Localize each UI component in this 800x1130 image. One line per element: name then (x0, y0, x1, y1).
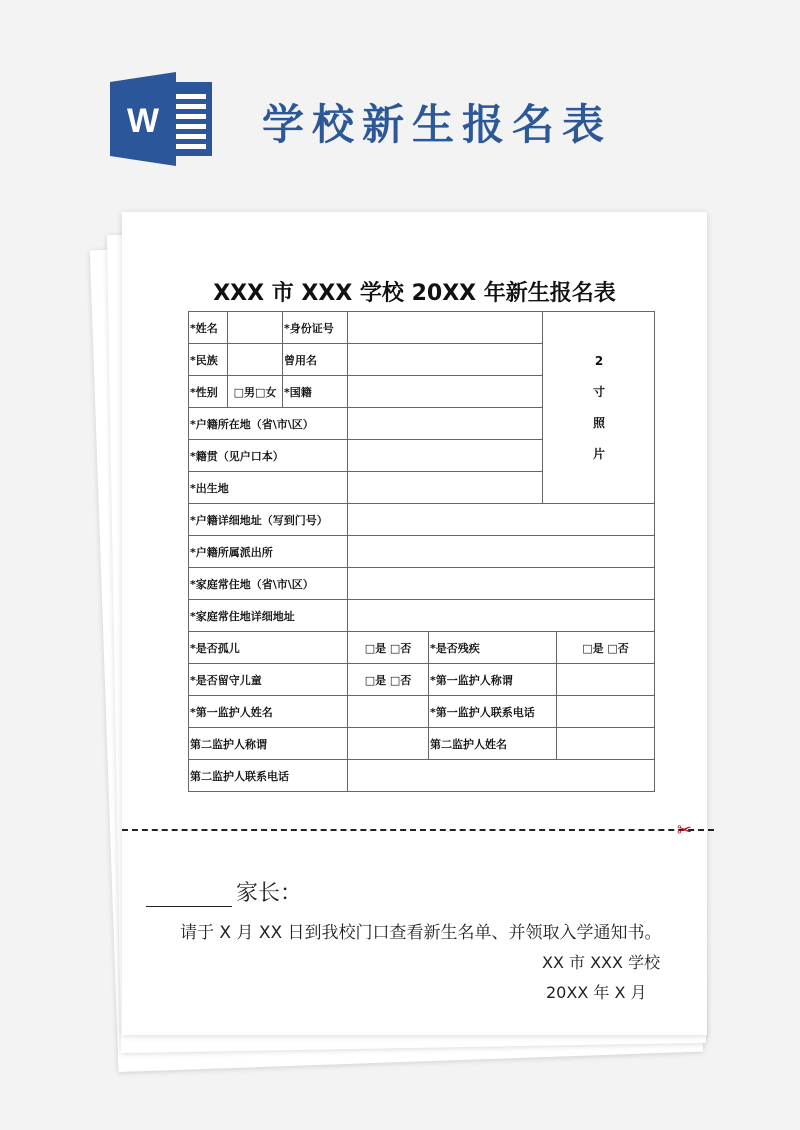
notice-salutation (146, 876, 302, 907)
home-location-field[interactable] (348, 568, 655, 600)
table-row (189, 536, 655, 568)
table-row (189, 760, 655, 792)
label-gender: *性别 (189, 376, 228, 408)
g2-phone-field[interactable] (348, 760, 655, 792)
label-disabled: *是否残疾 (429, 632, 557, 664)
gender-checkboxes[interactable]: □男□女 (228, 376, 283, 408)
photo-text: 2 (594, 353, 604, 368)
notice-date: 20XX 年 X 月 (546, 983, 647, 1002)
label-g1-name: *第一监护人姓名 (189, 696, 348, 728)
label-police-station: *户籍所属派出所 (189, 536, 348, 568)
label-g2-name: 第二监护人姓名 (429, 728, 557, 760)
notice-body: 请于 X 月 XX 日到我校门口查看新生名单、并领取入学通知书。 (180, 923, 662, 943)
document-page (122, 212, 707, 1035)
label-home-location: *家庭常住地（省\市\区） (189, 568, 348, 600)
left-behind-checkboxes[interactable]: □是 □否 (348, 664, 429, 696)
table-row (189, 664, 655, 696)
hukou-address-field[interactable] (348, 504, 655, 536)
label-name: *姓名 (189, 312, 228, 344)
label-home-address: *家庭常住地详细地址 (189, 600, 348, 632)
label-g2-relation: 第二监护人称谓 (189, 728, 348, 760)
id-number-field[interactable] (348, 312, 543, 344)
salutation-text: 家长： (236, 881, 303, 906)
table-row (189, 696, 655, 728)
home-address-field[interactable] (348, 600, 655, 632)
label-g1-phone: *第一监护人联系电话 (429, 696, 557, 728)
nationality-field[interactable] (348, 376, 543, 408)
former-name-field[interactable] (348, 344, 543, 376)
g1-phone-field[interactable] (557, 696, 655, 728)
label-former-name: 曾用名 (283, 344, 348, 376)
photo-text: 照 (593, 415, 606, 430)
name-field[interactable] (228, 312, 283, 344)
cut-line (122, 829, 714, 831)
svg-text:W: W (126, 102, 160, 140)
label-g1-relation: *第一监护人称谓 (429, 664, 557, 696)
ethnicity-field[interactable] (228, 344, 283, 376)
native-place-field[interactable] (348, 440, 543, 472)
hukou-location-field[interactable] (348, 408, 543, 440)
photo-text: 片 (593, 446, 606, 461)
label-nationality: *国籍 (283, 376, 348, 408)
label-orphan: *是否孤儿 (189, 632, 348, 664)
document-title: XXX 市 XXX 学校 20XX 年新生报名表 (213, 281, 616, 306)
table-row (189, 632, 655, 664)
table-row (189, 504, 655, 536)
g2-name-field[interactable] (557, 728, 655, 760)
table-row (189, 312, 655, 344)
label-id-number: *身份证号 (283, 312, 348, 344)
photo-box[interactable] (543, 312, 655, 504)
g1-relation-field[interactable] (557, 664, 655, 696)
police-station-field[interactable] (348, 536, 655, 568)
orphan-checkboxes[interactable]: □是 □否 (348, 632, 429, 664)
label-ethnicity: *民族 (189, 344, 228, 376)
label-left-behind: *是否留守儿童 (189, 664, 348, 696)
registration-form-table (188, 311, 655, 792)
table-row (189, 728, 655, 760)
label-native-place: *籍贯（见户口本） (189, 440, 348, 472)
photo-text: 寸 (593, 384, 606, 399)
banner-title: 学校新生报名表 (262, 100, 613, 149)
label-hukou-location: *户籍所在地（省\市\区） (189, 408, 348, 440)
table-row (189, 568, 655, 600)
parent-name-blank[interactable] (146, 886, 232, 907)
notice-school: XX 市 XXX 学校 (542, 953, 661, 972)
table-row (189, 600, 655, 632)
scissors-icon: ✂ (677, 820, 693, 841)
g2-relation-field[interactable] (348, 728, 429, 760)
birthplace-field[interactable] (348, 472, 543, 504)
label-g2-phone: 第二监护人联系电话 (189, 760, 348, 792)
label-birthplace: *出生地 (189, 472, 348, 504)
g1-name-field[interactable] (348, 696, 429, 728)
disabled-checkboxes[interactable]: □是 □否 (557, 632, 655, 664)
label-hukou-address: *户籍详细地址（写到门号） (189, 504, 348, 536)
word-icon (110, 72, 212, 166)
